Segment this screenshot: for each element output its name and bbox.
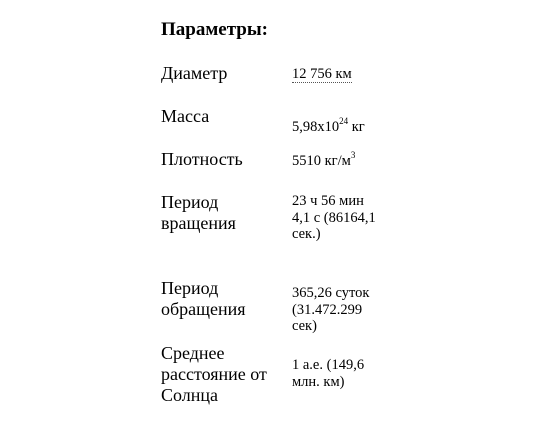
label-density: Плотность bbox=[161, 149, 243, 169]
mass-base: 5,98x10 bbox=[292, 119, 340, 135]
label-mass: Масса bbox=[161, 106, 210, 126]
distance-label-line-2: расстояние от bbox=[161, 364, 267, 384]
orbit-value-line-2: (31.472.299 bbox=[292, 301, 363, 318]
label-diameter: Диаметр bbox=[161, 63, 228, 83]
diameter-value-text: 12 756 км bbox=[292, 66, 352, 82]
value-diameter bbox=[292, 66, 352, 83]
value-orbit bbox=[292, 285, 369, 335]
value-rotation bbox=[292, 193, 376, 243]
distance-value-line-1: 1 а.е. (149,6 bbox=[292, 357, 365, 373]
value-density bbox=[292, 150, 356, 170]
section-title: Параметры: bbox=[161, 19, 269, 40]
density-exponent: 3 bbox=[350, 150, 356, 161]
rotation-label-line-2: вращения bbox=[161, 213, 236, 233]
rotation-label-line-1: Период bbox=[161, 192, 219, 212]
rotation-value-line-1: 23 ч 56 мин bbox=[292, 193, 364, 209]
distance-value-line-2: млн. км) bbox=[292, 373, 345, 390]
label-orbit bbox=[161, 278, 246, 320]
mass-exponent: 24 bbox=[339, 116, 349, 127]
orbit-label-line-1: Период bbox=[161, 278, 219, 298]
density-base: 5510 кг/м bbox=[292, 153, 351, 169]
mass-unit: кг bbox=[348, 119, 365, 135]
value-distance bbox=[292, 357, 364, 390]
rotation-value-line-3: сек.) bbox=[292, 226, 321, 242]
orbit-label-line-2: обращения bbox=[161, 299, 246, 319]
rotation-value-line-2: 4,1 с (86164,1 bbox=[292, 209, 376, 226]
label-distance bbox=[161, 343, 267, 406]
label-rotation bbox=[161, 192, 236, 234]
value-mass bbox=[292, 116, 365, 136]
orbit-value-line-3: сек) bbox=[292, 318, 317, 334]
distance-label-line-3: Солнца bbox=[161, 385, 219, 405]
distance-label-line-1: Среднее bbox=[161, 343, 225, 363]
orbit-value-line-1: 365,26 суток bbox=[292, 285, 370, 301]
